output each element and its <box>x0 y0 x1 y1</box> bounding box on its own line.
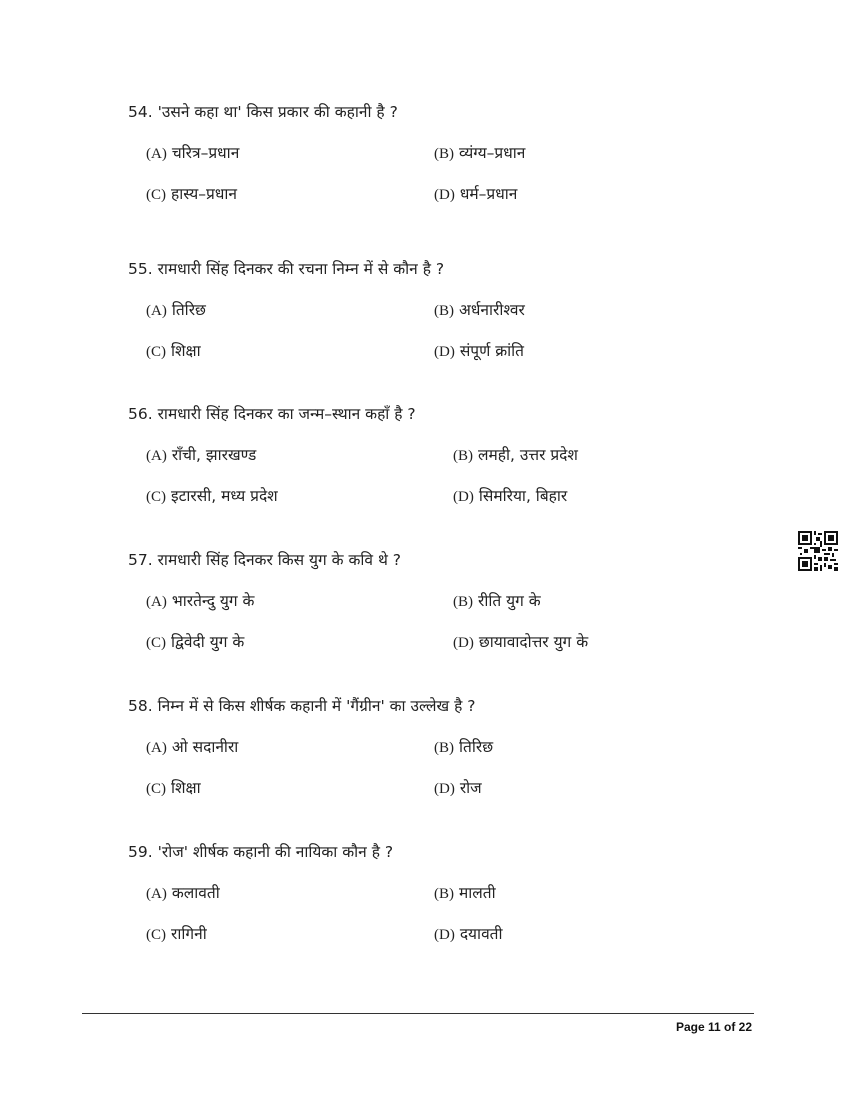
question-number: 54. <box>128 103 153 121</box>
option-letter: (A) <box>146 448 167 464</box>
option-letter: (C) <box>146 489 166 505</box>
option-letter: (C) <box>146 635 166 651</box>
question-text <box>128 102 398 122</box>
question-number: 57. <box>128 551 153 569</box>
question-text <box>128 259 444 279</box>
option-text: चरित्र–प्रधान <box>171 144 240 162</box>
option-text: शिक्षा <box>171 779 201 797</box>
question-text <box>128 696 476 716</box>
option-c <box>146 184 237 205</box>
question-text <box>128 842 393 862</box>
option-text: लमही, उत्तर प्रदेश <box>478 446 578 464</box>
option-text: कलावती <box>171 884 220 902</box>
option-text: इटारसी, मध्य प्रदेश <box>171 487 278 505</box>
option-letter: (D) <box>453 489 474 505</box>
option-text: रोज <box>459 779 482 797</box>
option-letter: (B) <box>434 886 454 902</box>
option-d <box>434 924 503 945</box>
option-text: दयावती <box>459 925 503 943</box>
question-text <box>128 550 401 570</box>
option-b <box>434 300 525 321</box>
question-stem: रामधारी सिंह दिनकर का जन्म–स्थान कहाँ है ? <box>157 405 416 423</box>
option-letter: (A) <box>146 303 167 319</box>
option-letter: (D) <box>434 187 455 203</box>
option-b <box>434 883 496 904</box>
option-text: रीति युग के <box>478 592 541 610</box>
option-c <box>146 341 201 362</box>
option-letter: (D) <box>434 781 455 797</box>
option-d <box>434 184 517 205</box>
option-letter: (D) <box>434 927 455 943</box>
option-letter: (C) <box>146 927 166 943</box>
option-letter: (D) <box>453 635 474 651</box>
option-text: शिक्षा <box>171 342 201 360</box>
question-stem: निम्न में से किस शीर्षक कहानी में 'गैंग्रीन' का उल्लेख है ? <box>157 697 476 715</box>
option-a <box>146 445 256 466</box>
question-number: 59. <box>128 843 153 861</box>
option-letter: (A) <box>146 740 167 756</box>
option-text: अर्धनारीश्वर <box>459 301 525 319</box>
option-d <box>453 632 588 653</box>
option-a <box>146 591 254 612</box>
option-d <box>434 778 482 799</box>
option-letter: (C) <box>146 781 166 797</box>
question-stem: 'उसने कहा था' किस प्रकार की कहानी है ? <box>157 103 398 121</box>
option-text: राँची, झारखण्ड <box>171 446 257 464</box>
option-letter: (B) <box>453 594 473 610</box>
option-letter: (C) <box>146 187 166 203</box>
option-text: भारतेन्दु युग के <box>171 592 255 610</box>
footer-divider <box>82 1013 754 1014</box>
option-text: धर्म–प्रधान <box>459 185 518 203</box>
option-c <box>146 778 201 799</box>
question-number: 58. <box>128 697 153 715</box>
option-d <box>434 341 524 362</box>
option-letter: (A) <box>146 886 167 902</box>
qr-code-icon <box>798 531 838 571</box>
option-b <box>453 445 578 466</box>
option-d <box>453 486 567 507</box>
option-text: व्यंग्य–प्रधान <box>459 144 526 162</box>
option-a <box>146 737 238 758</box>
question-number: 56. <box>128 405 153 423</box>
option-letter: (A) <box>146 594 167 610</box>
option-letter: (C) <box>146 344 166 360</box>
option-c <box>146 632 244 653</box>
option-letter: (B) <box>453 448 473 464</box>
option-text: मालती <box>459 884 496 902</box>
option-letter: (A) <box>146 146 167 162</box>
option-a <box>146 883 220 904</box>
option-b <box>434 737 493 758</box>
question-stem: रामधारी सिंह दिनकर किस युग के कवि थे ? <box>157 551 402 569</box>
question-text <box>128 404 416 424</box>
option-c <box>146 486 278 507</box>
question-number: 55. <box>128 260 153 278</box>
option-text: द्विवेदी युग के <box>171 633 245 651</box>
option-letter: (D) <box>434 344 455 360</box>
option-letter: (B) <box>434 303 454 319</box>
option-text: सिमरिया, बिहार <box>478 487 568 505</box>
option-a <box>146 300 206 321</box>
option-text: छायावादोत्तर युग के <box>478 633 589 651</box>
option-letter: (B) <box>434 146 454 162</box>
question-stem: रामधारी सिंह दिनकर की रचना निम्न में से कौन है ? <box>157 260 445 278</box>
option-c <box>146 924 207 945</box>
question-stem: 'रोज' शीर्षक कहानी की नायिका कौन है ? <box>157 843 394 861</box>
option-text: हास्य–प्रधान <box>171 185 237 203</box>
page-number: Page 11 of 22 <box>675 1020 752 1034</box>
option-letter: (B) <box>434 740 454 756</box>
option-b <box>453 591 541 612</box>
option-text: ओ सदानीरा <box>171 738 239 756</box>
option-text: रागिनी <box>171 925 207 943</box>
option-text: तिरिछ <box>459 738 494 756</box>
option-a <box>146 143 239 164</box>
option-text: संपूर्ण क्रांति <box>459 342 525 360</box>
option-b <box>434 143 525 164</box>
option-text: तिरिछ <box>171 301 206 319</box>
